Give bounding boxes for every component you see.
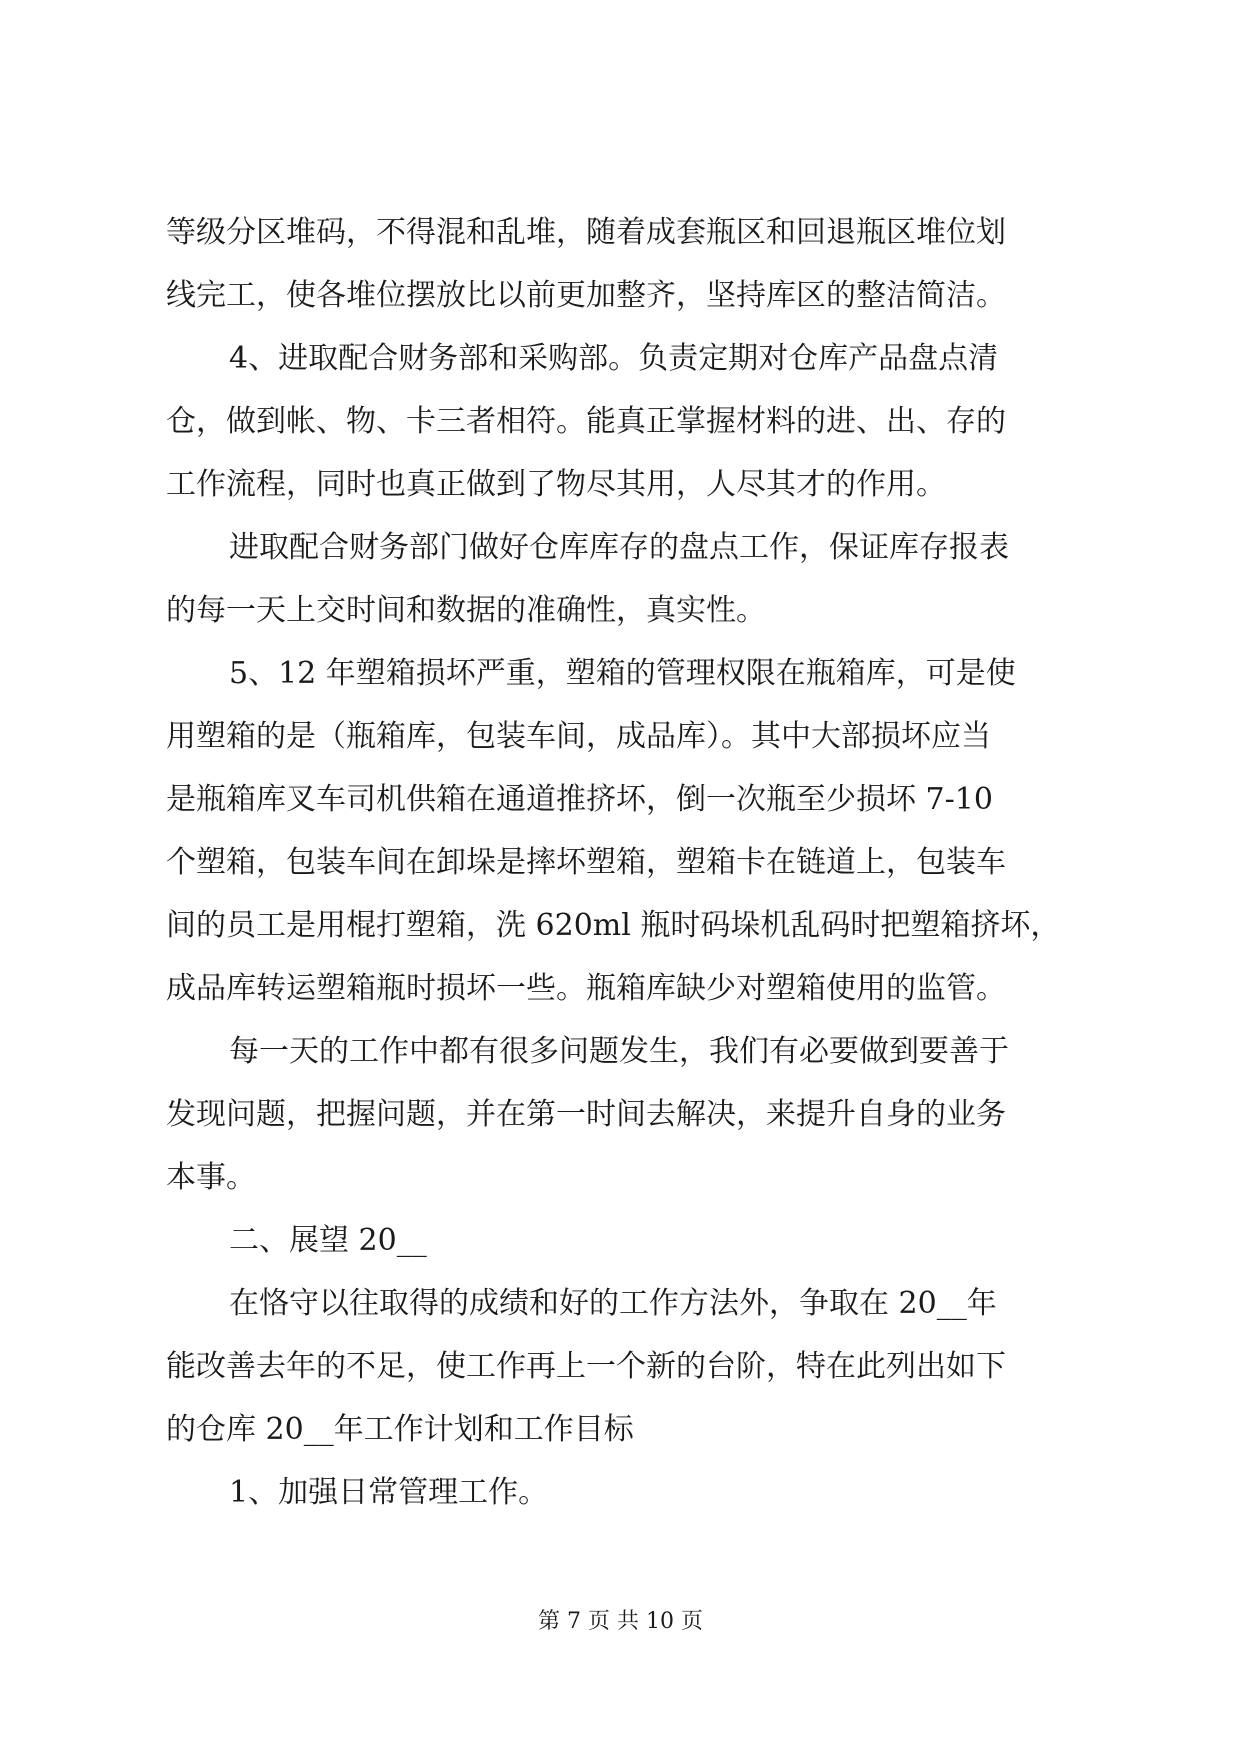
text-line: 的仓库 20__年工作计划和工作目标 (166, 1412, 634, 1447)
text-line: 是瓶箱库叉车司机供箱在通道推挤坏，倒一次瓶至少损坏 7-10 (166, 782, 993, 817)
paragraph-start: 每一天的工作中都有很多问题发生，我们有必要做到要善于 (229, 1034, 1009, 1069)
page-footer: 第 7 页 共 10 页 (538, 1609, 703, 1634)
text-line: 等级分区堆码，不得混和乱堆，随着成套瓶区和回退瓶区堆位划 (166, 215, 1006, 250)
text-line: 本事。 (166, 1160, 256, 1195)
text-line: 线完工，使各堆位摆放比以前更加整齐，坚持库区的整洁简洁。 (166, 278, 1006, 313)
list-item: 1、加强日常管理工作。 (229, 1475, 549, 1510)
text-line: 间的员工是用棍打塑箱，洗 620ml 瓶时码垛机乱码时把塑箱挤坏， (166, 908, 1061, 943)
text-line: 成品库转运塑箱瓶时损坏一些。瓶箱库缺少对塑箱使用的监管。 (166, 971, 1006, 1006)
text-line: 发现问题，把握问题，并在第一时间去解决，来提升自身的业务 (166, 1097, 1006, 1132)
text-line: 的每一天上交时间和数据的准确性，真实性。 (166, 593, 766, 628)
paragraph-start: 进取配合财务部门做好仓库库存的盘点工作，保证库存报表 (229, 530, 1009, 565)
section-heading: 二、展望 20__ (229, 1223, 427, 1258)
text-line: 个塑箱，包装车间在卸垛是摔坏塑箱，塑箱卡在链道上，包装车 (166, 845, 1006, 880)
text-line: 用塑箱的是（瓶箱库，包装车间，成品库）。其中大部损坏应当 (166, 719, 991, 754)
document-body (166, 201, 1086, 1524)
paragraph-start: 4、进取配合财务部和采购部。负责定期对仓库产品盘点清 (229, 341, 999, 376)
paragraph-start: 在恪守以往取得的成绩和好的工作方法外，争取在 20__年 (229, 1286, 997, 1321)
text-line: 仓，做到帐、物、卡三者相符。能真正掌握材料的进、出、存的 (166, 404, 1006, 439)
paragraph-start: 5、12 年塑箱损坏严重，塑箱的管理权限在瓶箱库，可是使 (229, 656, 1016, 691)
text-line: 工作流程，同时也真正做到了物尽其用，人尽其才的作用。 (166, 467, 946, 502)
text-line: 能改善去年的不足，使工作再上一个新的台阶，特在此列出如下 (166, 1349, 1006, 1384)
